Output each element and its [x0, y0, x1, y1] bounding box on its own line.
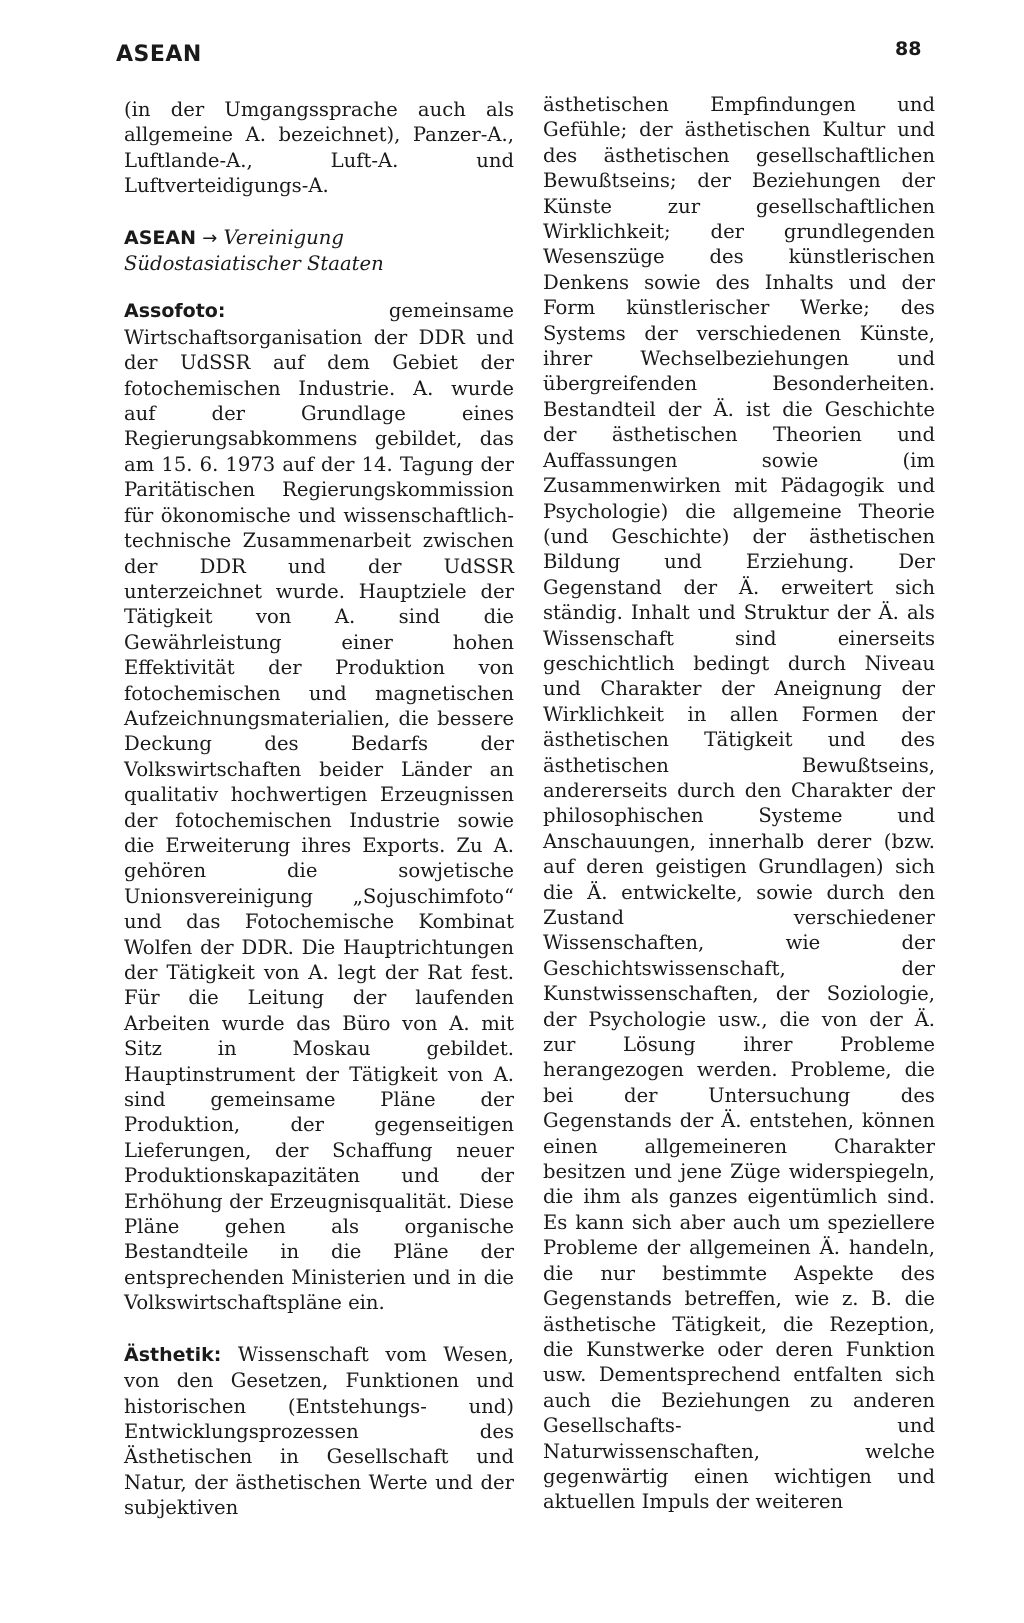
cross-reference-text: Vereinigung Südostasiatischer Staaten — [124, 225, 384, 276]
entry-text-aesthetik: Wissenschaft vom Wesen, von den Gesetzen, Funktionen und historischen (Entstehungs- und) Entwicklungsprozessen des Ästhetischen in Gesellschaft und Natur, der ästhetischen Werte und der subjektiven — [124, 1342, 514, 1520]
right-column — [543, 92, 935, 1515]
entry-text-aesthetik-continued: ästhetischen Empfindungen und Gefühle; der ästhetischen Kultur und des ästhetischen gesellschaftlichen Bewußtseins; der Beziehungen der Künste zur gesellschaftlichen Wirklichkeit; der grundlegenden Wesenszüge des künstlerischen Denkens sowie des Inhalts und der Form künstlerischer Werke; des Systems der verschiedenen Künste, ihrer Wechselbeziehungen und übergreifenden Besonderheiten. Bestandteil der Ä. ist die Geschichte der ästhetischen Theorien und Auffassungen sowie (im Zusammenwirken mit Pädagogik und Psychologie) die allgemeine Theorie (und Geschichte) der ästhetischen Bildung und Erziehung. Der Gegenstand der Ä. erweitert sich ständig. Inhalt und Struktur der Ä. als Wissenschaft sind einerseits geschichtlich bedingt durch Niveau und Charakter der Aneignung der Wirklichkeit in allen Formen der ästhetischen Tätigkeit und des ästhetischen Bewußtseins, andererseits durch den Charakter der philosophischen Systeme und Anschauungen, innerhalb derer (bzw. auf deren geistigen Grundlagen) sich die Ä. entwickelte, sowie durch den Zustand verschiedener Wissenschaften, wie der Geschichtswissenschaft, der Kunstwissenschaften, der Soziologie, der Psychologie usw., die von der Ä. zur Lösung ihrer Probleme herangezogen werden. Probleme, die bei der Untersuchung des Gegenstands der Ä. entstehen, können einen allgemeineren Charakter besitzen und jene Züge widerspiegeln, die ihm als ganzes eigentümlich sind. Es kann sich aber auch um speziellere Probleme der allgemeinen Ä. handeln, die nur bestimmte Aspekte des Gegenstands betreffen, wie z. B. die ästhetische Tätigkeit, die Rezeption, die Kunstwerke oder deren Funktion usw. Dementsprechend entfalten sich auch die Beziehungen zu anderen Gesellschafts- und Naturwissenschaften, welche gegenwärtig einen wichtigen und aktuellen Impuls der weiteren — [543, 93, 935, 1514]
entry-aesthetik — [124, 1342, 514, 1521]
continuation-text: (in der Umgangssprache auch als allgemeine A. bezeichnet), Panzer-A., Luftlande-A., Luft-A. und Luftverteidigungs-A. — [124, 98, 514, 198]
left-column — [124, 97, 514, 1521]
entry-term-asean: ASEAN — [124, 226, 196, 249]
cross-reference-arrow-icon: → — [202, 227, 218, 249]
entry-term-aesthetik: Ästhetik: — [124, 1343, 222, 1366]
entry-term-assofoto: Assofoto: — [124, 300, 226, 323]
entry-assofoto — [124, 298, 514, 1315]
running-head: ASEAN — [116, 42, 202, 67]
page-number: 88 — [895, 38, 922, 60]
entry-text-assofoto: gemeinsame Wirtschaftsorganisation der DDR und der UdSSR auf dem Gebiet der fotochemischen Industrie. A. wurde auf der Grundlage eines Regierungsabkommens gebildet, das am 15. 6. 1973 auf der 14. Tagung der Paritätischen Regierungskommission für ökonomische und wissenschaftlich-technische Zusammenarbeit zwischen der DDR und der UdSSR unterzeichnet wurde. Hauptziele der Tätigkeit von A. sind die Gewährleistung einer hohen Effektivität der Produktion von fotochemischen und magnetischen Aufzeichnungsmaterialien, die bessere Deckung des Bedarfs der Volkswirtschaften beider Länder an qualitativ hochwertigen Erzeugnissen der fotochemischen Industrie sowie die Erweiterung ihres Exports. Zu A. gehören die sowjetische Unionsvereinigung „Sojuschimfoto“ und das Fotochemische Kombinat Wolfen der DDR. Die Hauptrichtungen der Tätigkeit von A. legt der Rat fest. Für die Leitung der laufenden Arbeiten wurde das Büro von A. mit Sitz in Moskau gebildet. Hauptinstrument der Tätigkeit von A. sind gemeinsame Pläne der Produktion, der gegenseitigen Lieferungen, der Schaffung neuer Produktionskapazitäten und der Erhöhung der Erzeugnisqualität. Diese Pläne gehen als organische Bestandteile in die Pläne der entsprechenden Ministerien und in die Volkswirtschaftspläne ein. — [124, 299, 514, 1315]
entry-asean — [124, 225, 514, 277]
